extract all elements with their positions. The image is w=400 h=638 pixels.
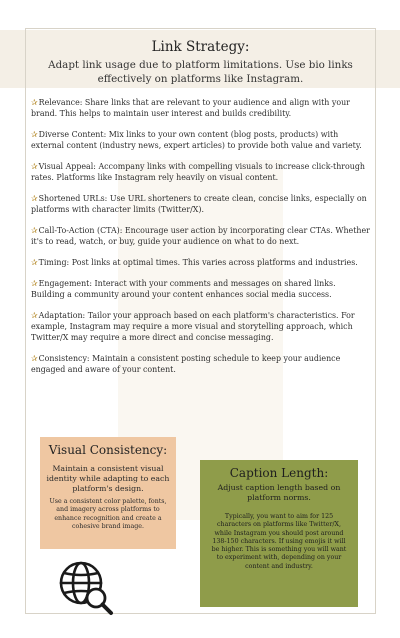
star-icon: ✰ (31, 130, 38, 139)
caption-length-title: Caption Length: (229, 466, 329, 480)
header (25, 38, 376, 86)
list-item (31, 129, 371, 151)
list-item (31, 278, 371, 300)
star-icon: ✰ (31, 98, 38, 107)
visual-consistency-box (40, 437, 176, 549)
star-icon: ✰ (31, 354, 38, 363)
visual-consistency-lead: Maintain a consistent visual identity while adapting to each platform's design. (46, 464, 170, 493)
page-subtitle: Adapt link usage due to platform limitations. Use bio links effectively on platforms like Instagram. (48, 59, 353, 85)
list-item (31, 161, 371, 183)
list-item-text: Timing: Post links at optimal times. This varies across platforms and industries. (38, 258, 358, 267)
list-item-text: Consistency: Maintain a consistent posting schedule to keep your audience engaged and aware of your content. (31, 354, 341, 374)
page-title: Link Strategy: (151, 39, 250, 55)
globe-search-icon (58, 560, 114, 616)
list-item (31, 353, 371, 375)
star-icon: ✰ (31, 162, 38, 171)
list-item-text: Shortened URLs: Use URL shorteners to create clean, concise links, especially on platforms with character limits (Twitter/X). (31, 194, 367, 214)
list-item-text: Call-To-Action (CTA): Encourage user action by incorporating clear CTAs. Whether it's to read, watch, or buy, guide your audience on what to do next. (31, 226, 370, 246)
visual-consistency-body: Use a consistent color palette, fonts, and imagery across platforms to enhance recognition and create a cohesive brand image. (49, 498, 167, 531)
list-item (31, 193, 371, 215)
strategy-list (31, 97, 371, 385)
visual-consistency-title: Visual Consistency: (48, 443, 168, 457)
caption-length-box (200, 460, 358, 607)
list-item-text: Engagement: Interact with your comments and messages on shared links. Building a community around your content enhances social media success. (31, 279, 336, 299)
star-icon: ✰ (31, 279, 38, 288)
star-icon: ✰ (31, 311, 38, 320)
star-icon: ✰ (31, 226, 38, 235)
list-item-text: Relevance: Share links that are relevant to your audience and align with your brand. This helps to maintain user interest and builds credibility. (31, 98, 350, 118)
list-item (31, 97, 371, 119)
list-item (31, 310, 371, 343)
list-item (31, 257, 371, 268)
list-item (31, 225, 371, 247)
list-item-text: Diverse Content: Mix links to your own content (blog posts, products) with external content (industry news, expert articles) to provide both value and variety. (31, 130, 362, 150)
list-item-text: Visual Appeal: Accompany links with compelling visuals to increase click-through rates. Platforms like Instagram rely heavily on visual content. (31, 162, 366, 182)
caption-length-lead: Adjust caption length based on platform norms. (217, 483, 341, 502)
star-icon: ✰ (31, 194, 38, 203)
caption-length-body: Typically, you want to aim for 125 characters on platforms like Twitter/X, while Instagram you should post around 138-150 characters. If using emojis it will be higher. This is something you will want to experiment with, depending on your content and industry. (211, 513, 347, 570)
star-icon: ✰ (31, 258, 38, 267)
list-item-text: Adaptation: Tailor your approach based on each platform's characteristics. For example, Instagram may require a more visual and storytelling approach, which Twitter/X may require a more direct and concise messaging. (31, 311, 355, 342)
